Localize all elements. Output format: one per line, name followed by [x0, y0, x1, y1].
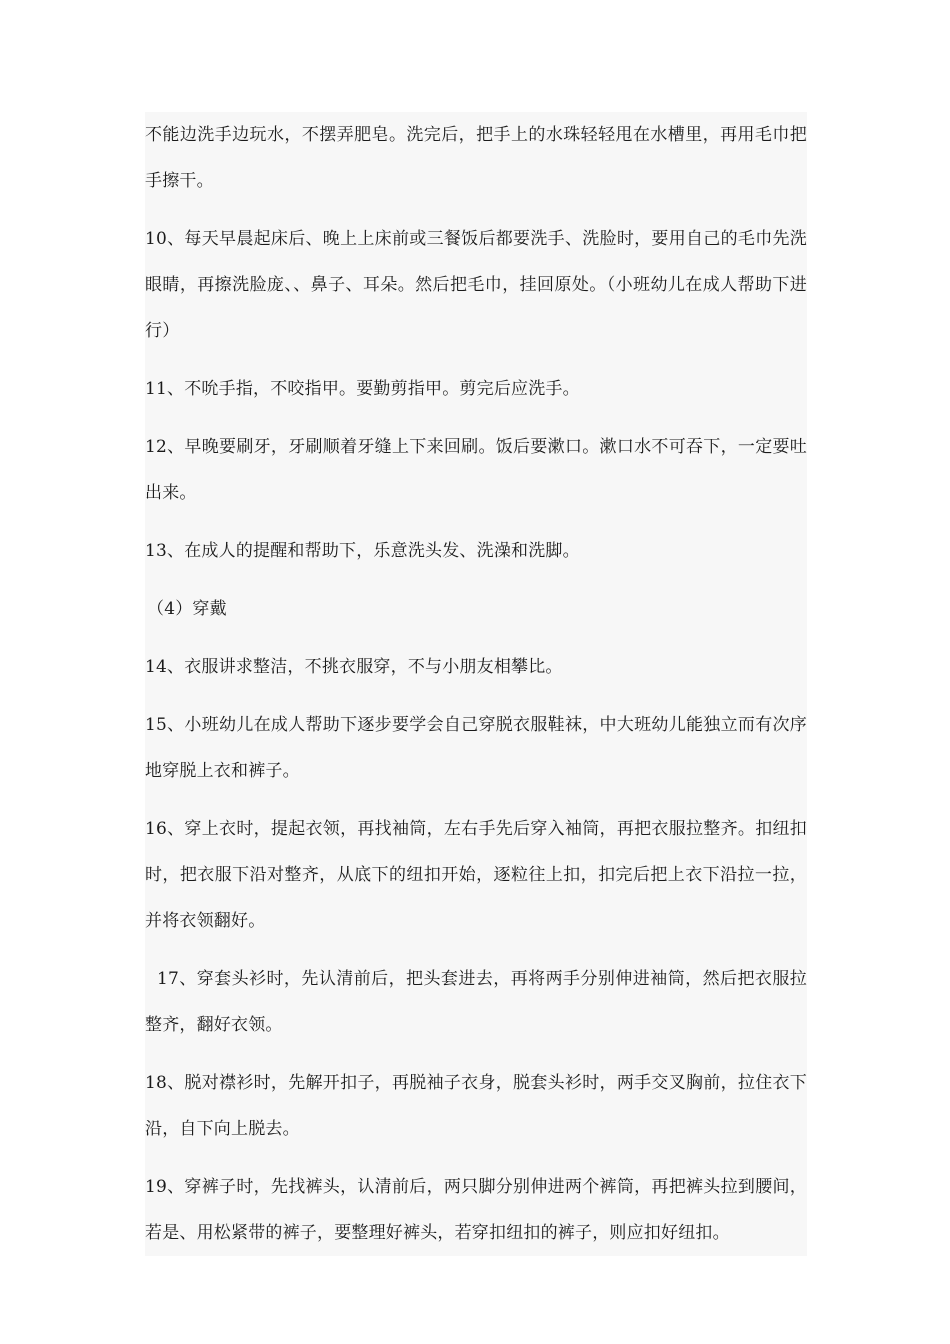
paragraph-item-17: 17、穿套头衫时，先认清前后，把头套进去，再将两手分别伸进袖筒，然后把衣服拉整齐，翻好衣领。: [145, 969, 807, 1035]
paragraph-item-18: 18、脱对襟衫时，先解开扣子，再脱袖子衣身，脱套头衫时，两手交叉胸前，拉住衣下沿，自下向上脱去。: [145, 1073, 807, 1139]
paragraph-item-16: 16、穿上衣时，提起衣领，再找袖筒，左右手先后穿入袖筒，再把衣服拉整齐。扣纽扣时，把衣服下沿对整齐，从底下的纽扣开始，逐粒往上扣，扣完后把上衣下沿拉一拉，并将衣领翻好。: [145, 819, 807, 931]
paragraph-item-19: 19、穿裤子时，先找裤头，认清前后，两只脚分别伸进两个裤筒，再把裤头拉到腰间，若是、用松紧带的裤子，要整理好裤头，若穿扣纽扣的裤子，则应扣好纽扣。: [145, 1177, 807, 1243]
section-heading-dressing: （4）穿戴: [147, 599, 227, 619]
paragraph-item-11: 11、不吮手指，不咬指甲。要勤剪指甲。剪完后应洗手。: [145, 379, 580, 399]
paragraph-item-14: 14、衣服讲求整洁，不挑衣服穿，不与小朋友相攀比。: [145, 657, 563, 677]
document-body: [145, 112, 807, 1256]
paragraph-item-13: 13、在成人的提醒和帮助下，乐意洗头发、洗澡和洗脚。: [145, 541, 580, 561]
paragraph-continuation: 不能边洗手边玩水，不摆弄肥皂。洗完后，把手上的水珠轻轻甩在水槽里，再用毛巾把手擦干。: [145, 125, 807, 191]
paragraph-item-15: 15、小班幼儿在成人帮助下逐步要学会自己穿脱衣服鞋袜，中大班幼儿能独立而有次序地穿脱上衣和裤子。: [145, 715, 807, 781]
paragraph-item-12: 12、早晚要刷牙，牙刷顺着牙缝上下来回刷。饭后要漱口。漱口水不可吞下，一定要吐出来。: [145, 437, 807, 503]
paragraph-item-10: 10、每天早晨起床后、晚上上床前或三餐饭后都要洗手、洗脸时，要用自己的毛巾先洗眼睛，再擦洗脸庞、、鼻子、耳朵。然后把毛巾，挂回原处。（小班幼儿在成人帮助下进行）: [145, 229, 807, 341]
